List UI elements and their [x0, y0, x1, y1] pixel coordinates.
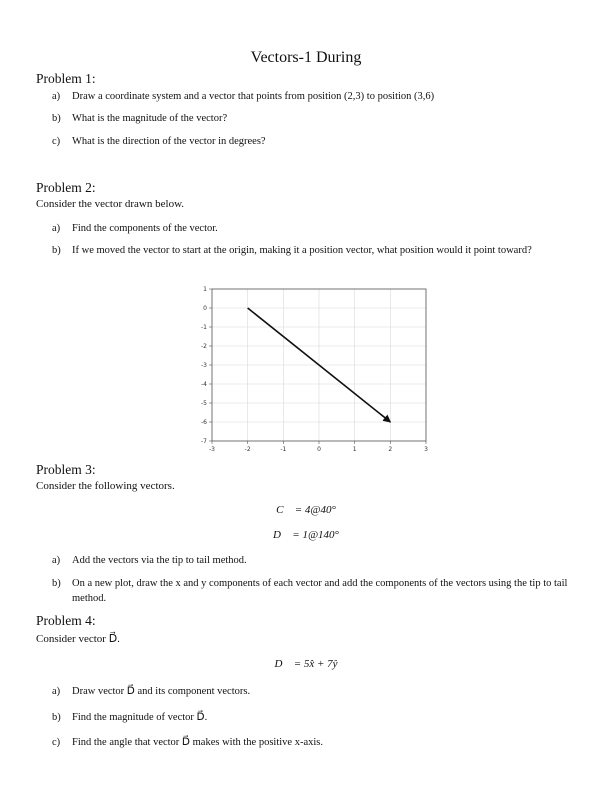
x-tick-label: 0	[317, 446, 321, 453]
y-tick-label: -6	[201, 419, 207, 426]
y-tick-label: 0	[203, 305, 207, 312]
item-label: a)	[52, 223, 61, 234]
x-tick-label: 3	[424, 446, 428, 453]
x-tick-label: -3	[209, 446, 215, 453]
y-tick-label: -2	[201, 343, 207, 350]
y-tick-label: -4	[201, 381, 207, 388]
item-text: Draw a coordinate system and a vector that points from position (2,3) to position (3,6)	[72, 91, 435, 102]
vector-c-equation: C⃗ = 4@40°	[276, 504, 336, 516]
vector-d-components-equation: D⃗ = 5x̂ + 7ŷ	[274, 658, 338, 670]
vector-plot	[197, 283, 437, 461]
item-text: If we moved the vector to start at the origin, making it a position vector, what position would it point toward?	[72, 245, 532, 256]
x-tick-label: -1	[280, 446, 287, 453]
y-tick-label: 1	[203, 286, 207, 293]
y-tick-label: -1	[201, 324, 207, 331]
plot-ticks	[201, 286, 428, 453]
item-label: b)	[52, 245, 61, 256]
item-label: a)	[52, 91, 61, 102]
item-label: a)	[52, 555, 61, 566]
problem-4-heading: Problem 4:	[36, 613, 96, 628]
item-label: a)	[52, 686, 61, 697]
x-tick-label: 1	[352, 446, 357, 453]
item-text: Draw vector D⃗ and its component vectors.	[72, 686, 251, 697]
item-label: c)	[52, 136, 61, 147]
y-tick-label: -3	[201, 362, 207, 369]
vector-d-equation: D⃗ = 1@140°	[273, 529, 339, 541]
item-text: On a new plot, draw the x and y components of each vector and add the components of the vectors using the tip to tail method.	[72, 578, 568, 604]
problem-3-intro: Consider the following vectors.	[36, 480, 175, 492]
problem-2-heading: Problem 2:	[36, 180, 96, 195]
item-label: b)	[52, 578, 61, 589]
item-label: b)	[52, 712, 61, 723]
item-text: Find the magnitude of vector D⃗.	[72, 712, 208, 723]
problem-4-intro: Consider vector D⃗.	[36, 633, 120, 645]
item-text: Find the components of the vector.	[72, 223, 218, 234]
document-title: Vectors-1 During	[250, 49, 362, 66]
item-text: What is the magnitude of the vector?	[72, 113, 228, 124]
item-label: c)	[52, 737, 61, 748]
item-text: Add the vectors via the tip to tail method.	[72, 555, 247, 566]
y-tick-label: -7	[201, 438, 207, 445]
x-tick-label: 2	[388, 446, 393, 453]
problem-2-intro: Consider the vector drawn below.	[36, 198, 185, 210]
y-tick-label: -5	[201, 400, 207, 407]
problem-3-heading: Problem 3:	[36, 462, 96, 477]
problem-1-heading: Problem 1:	[36, 71, 96, 86]
x-tick-label: -2	[244, 446, 251, 453]
item-text: What is the direction of the vector in degrees?	[72, 136, 266, 147]
item-text: Find the angle that vector D⃗ makes with the positive x-axis.	[72, 737, 323, 748]
item-label: b)	[52, 113, 61, 124]
